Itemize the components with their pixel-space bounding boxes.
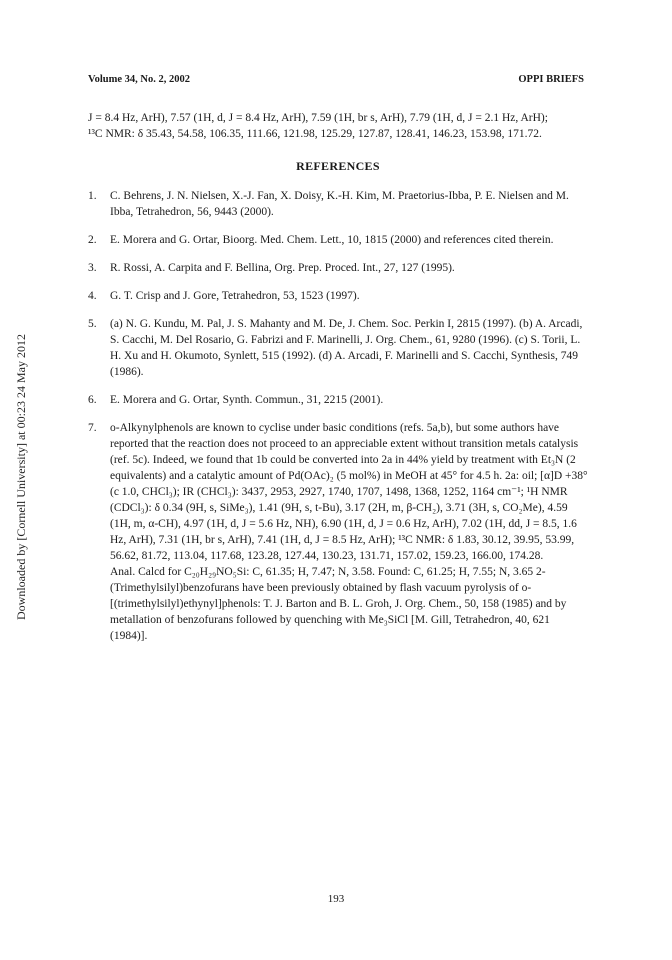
reference-number: 7. xyxy=(88,422,97,434)
reference-number: 5. xyxy=(88,318,97,330)
download-watermark-text: Downloaded by [Cornell University] at 00:23 24 May 2012 xyxy=(14,334,28,620)
reference-item xyxy=(88,232,588,248)
reference-item xyxy=(88,188,588,220)
reference-item xyxy=(88,260,588,276)
reference-analysis-text: Anal. Calcd for C₂₀H₂₉NO₅Si: C, 61.35; H, 7.47; N, 3.58. Found: C, 61.25; H, 7.55; N, 3.65 2-(Trimethylsilyl)benzofurans have been previously obtained by flash vacuum pyrolysis of o-[(trimethylsilyl)ethynyl]phenols: T. J. Barton and B. L. Groh, J. Org. Chem., 50, 158 (1985) and by metallation of benzofurans followed by quenching with Me₃SiCl [M. Gill, Tetrahedron, 40, 621 (1984)]. xyxy=(110,566,567,642)
reference-number: 4. xyxy=(88,290,97,302)
reference-number: 6. xyxy=(88,394,97,406)
volume-info: Volume 34, No. 2, 2002 xyxy=(88,74,190,85)
reference-text: E. Morera and G. Ortar, Bioorg. Med. Chem. Lett., 10, 1815 (2000) and references cited therein. xyxy=(110,234,554,246)
spectral-line-1: J = 8.4 Hz, ArH), 7.57 (1H, d, J = 8.4 Hz, ArH), 7.59 (1H, br s, ArH), 7.79 (1H, d, J = 2.1 Hz, ArH); xyxy=(88,112,548,124)
reference-item xyxy=(88,288,588,304)
download-watermark xyxy=(14,320,28,620)
running-header xyxy=(88,74,584,85)
reference-text: R. Rossi, A. Carpita and F. Bellina, Org. Prep. Proced. Int., 27, 127 (1995). xyxy=(110,262,455,274)
reference-number: 1. xyxy=(88,190,97,202)
reference-item xyxy=(88,392,588,408)
reference-text: C. Behrens, J. N. Nielsen, X.-J. Fan, X. Doisy, K.-H. Kim, M. Praetorius-Ibba, P. E. Nielsen and M. Ibba, Tetrahedron, 56, 9443 (2000). xyxy=(110,190,569,218)
main-content xyxy=(88,110,588,656)
spectral-data-continuation xyxy=(88,110,588,142)
journal-name: OPPI BRIEFS xyxy=(518,74,584,85)
spectral-line-2: ¹³C NMR: δ 35.43, 54.58, 106.35, 111.66, 121.98, 125.29, 127.87, 128.41, 146.23, 153.98, 171.72. xyxy=(88,128,542,140)
reference-text: E. Morera and G. Ortar, Synth. Commun., 31, 2215 (2001). xyxy=(110,394,384,406)
reference-number: 3. xyxy=(88,262,97,274)
reference-number: 2. xyxy=(88,234,97,246)
references-heading: REFERENCES xyxy=(296,159,380,173)
reference-text: o-Alkynylphenols are known to cyclise under basic conditions (refs. 5a,b), but some authors have reported that the reaction does not proceed to an appreciable extent without transition metals catalysis (ref. 5c). Indeed, we found that 1b could be converted into 2a in 44% yield by treatment with Et₃N (2 equivalents) and a catalytic amount of Pd(OAc)₂ (5 mol%) in MeOH at 45° for 4.5 h. 2a: oil; [α]D +38° (c 1.0, CHCl₃); IR (CHCl₃): 3437, 2953, 2927, 1740, 1707, 1498, 1368, 1252, 1164 cm⁻¹; ¹H NMR (CDCl₃): δ 0.34 (9H, s, SiMe₃), 1.41 (9H, s, t-Bu), 3.17 (2H, m, β-CH₂), 3.71 (3H, s, CO₂Me), 4.59 (1H, m, α-CH), 4.97 (1H, d, J = 5.6 Hz, NH), 6.90 (1H, d, J = 0.6 Hz, ArH), 7.02 (1H, dd, J = 8.5, 1.6 Hz, ArH), 7.31 (1H, br s, ArH), 7.41 (1H, d, J = 8.5 Hz, ArH); ¹³C NMR: δ 1.83, 30.12, 39.95, 53.99, 56.62, 81.72, 113.04, 117.68, 123.28, 127.44, 130.23, 131.71, 157.02, 159.23, 166.00, 174.28. xyxy=(110,422,588,562)
reference-text: (a) N. G. Kundu, M. Pal, J. S. Mahanty and M. De, J. Chem. Soc. Perkin I, 2815 (1997). (b) A. Arcadi, S. Cacchi, M. Del Rosario, G. Fabrizi and F. Marinelli, J. Org. Chem., 61, 9280 (1996). (c) S. Torii, L. H. Xu and H. Okumoto, Synlett, 515 (1992). (d) A. Arcadi, F. Marinelli and S. Cacchi, Synthesis, 749 (1986). xyxy=(110,318,583,378)
reference-item xyxy=(88,316,588,380)
page-number: 193 xyxy=(327,893,345,905)
reference-item xyxy=(88,420,588,644)
reference-text: G. T. Crisp and J. Gore, Tetrahedron, 53, 1523 (1997). xyxy=(110,290,360,302)
